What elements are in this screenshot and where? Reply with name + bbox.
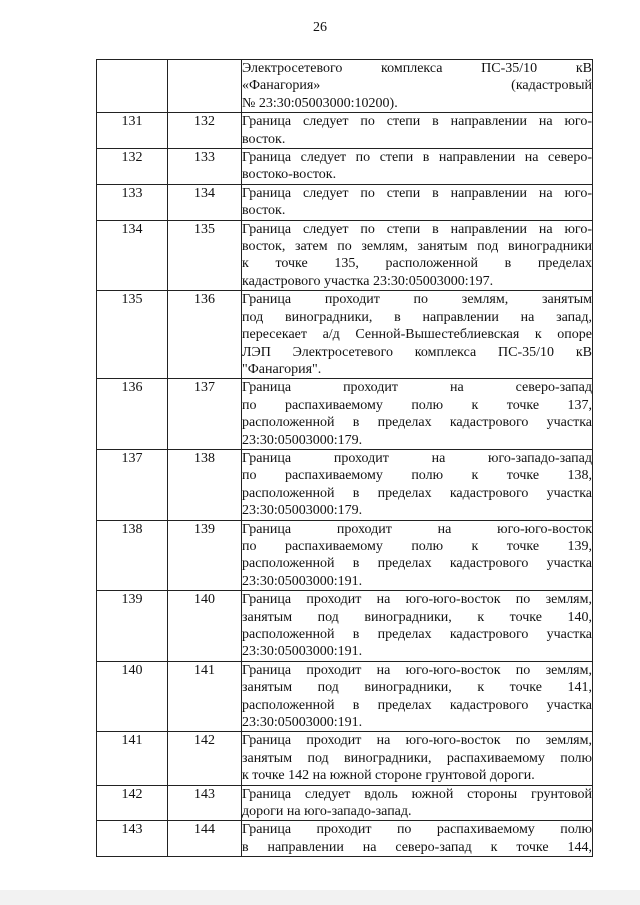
- point-to-cell: 136: [168, 291, 242, 379]
- point-to-cell: [168, 60, 242, 113]
- description-line: ЛЭП Электросетевого комплекса ПС-35/10 кВ: [242, 344, 592, 360]
- point-to-cell: 135: [168, 220, 242, 291]
- boundary-description-cell: [242, 821, 593, 857]
- description-line: «Фанагория» (кадастровый: [242, 78, 592, 94]
- table-row: [97, 379, 593, 450]
- point-to-cell: 133: [168, 149, 242, 185]
- boundary-description-cell: [242, 113, 593, 149]
- description-line: расположенной в пределах кадастрового участка: [242, 697, 592, 713]
- description-line: Граница следует вдоль южной стороны грунтовой: [242, 786, 592, 802]
- description-line: Граница проходит по землям, занятым: [242, 292, 592, 308]
- boundary-description-cell: [242, 785, 593, 821]
- description-line: дороги на юго-западо-запад.: [242, 804, 412, 820]
- description-line: расположенной в пределах кадастрового участка: [242, 415, 592, 431]
- point-to-cell: 137: [168, 379, 242, 450]
- description-line: 23:30:05003000:191.: [242, 573, 363, 589]
- point-from-cell: [97, 60, 168, 113]
- description-line: Граница проходит на юго-западо-запад: [242, 450, 592, 466]
- boundary-description-cell: [242, 149, 593, 185]
- point-to-cell: 134: [168, 184, 242, 220]
- point-from-cell: 132: [97, 149, 168, 185]
- boundary-description-cell: [242, 520, 593, 591]
- table-row: [97, 520, 593, 591]
- description-line: 23:30:05003000:191.: [242, 715, 363, 731]
- description-line: по распахиваемому полю к точке 138,: [242, 468, 592, 484]
- description-line: к точке 135, расположенной в пределах: [242, 256, 592, 272]
- table-row: [97, 591, 593, 662]
- table-body: [97, 60, 593, 857]
- description-line: расположенной в пределах кадастрового участка: [242, 485, 592, 501]
- description-line: расположенной в пределах кадастрового участка: [242, 627, 592, 642]
- point-to-cell: 141: [168, 661, 242, 732]
- description-line: 23:30:05003000:179.: [242, 432, 363, 448]
- description-line: занятым под виноградники, к точке 141,: [242, 680, 592, 696]
- point-from-cell: 143: [97, 821, 168, 857]
- description-line: восток.: [242, 131, 286, 147]
- description-line: Граница проходит на юго-юго-восток по землям,: [242, 662, 592, 678]
- boundary-description-cell: [242, 661, 593, 732]
- scan-bottom-edge: [0, 890, 640, 905]
- boundary-description-cell: [242, 379, 593, 450]
- description-line: к точке 142 на южной стороне грунтовой дороги.: [242, 768, 535, 784]
- boundary-description-cell: [242, 291, 593, 379]
- description-line: пересекает а/д Сенной-Вышестеблиевская к опоре: [242, 327, 592, 343]
- description-line: Граница проходит на юго-юго-восток по землям,: [242, 733, 592, 749]
- point-to-cell: 140: [168, 591, 242, 662]
- point-from-cell: 137: [97, 449, 168, 520]
- point-to-cell: 132: [168, 113, 242, 149]
- point-from-cell: 141: [97, 732, 168, 785]
- description-line: кадастрового участка 23:30:05003000:197.: [242, 273, 494, 289]
- point-to-cell: 138: [168, 449, 242, 520]
- table-row: [97, 60, 593, 113]
- description-line: Граница следует по степи в направлении на юго-: [242, 185, 592, 201]
- table-row: [97, 184, 593, 220]
- point-from-cell: 131: [97, 113, 168, 149]
- point-from-cell: 140: [97, 661, 168, 732]
- description-line: Граница следует по степи в направлении на северо-: [242, 150, 592, 166]
- description-line: 23:30:05003000:191.: [242, 644, 363, 660]
- description-line: расположенной в пределах кадастрового участка: [242, 556, 592, 572]
- table-row: [97, 149, 593, 185]
- point-from-cell: 138: [97, 520, 168, 591]
- description-line: Электросетевого комплекса ПС-35/10 кВ: [242, 61, 592, 76]
- description-line: по распахиваемому полю к точке 139,: [242, 538, 592, 554]
- description-line: Граница проходит на юго-юго-восток: [242, 521, 592, 537]
- description-line: востоко-восток.: [242, 167, 337, 183]
- point-to-cell: 144: [168, 821, 242, 857]
- description-line: Граница проходит на северо-запад: [242, 380, 592, 396]
- page-number: 26: [313, 20, 327, 35]
- point-from-cell: 142: [97, 785, 168, 821]
- boundary-table: [96, 59, 593, 857]
- description-line: восток, затем по землям, занятым под виноградники: [242, 239, 592, 255]
- description-line: под виноградники, в направлении на запад,: [242, 309, 592, 325]
- description-line: Граница проходит по распахиваемому полю: [242, 822, 592, 838]
- point-from-cell: 134: [97, 220, 168, 291]
- table-row: [97, 449, 593, 520]
- point-from-cell: 133: [97, 184, 168, 220]
- boundary-description-cell: [242, 220, 593, 291]
- boundary-description-cell: [242, 732, 593, 785]
- description-line: восток.: [242, 203, 286, 219]
- boundary-description-cell: [242, 60, 593, 113]
- boundary-description-cell: [242, 449, 593, 520]
- point-from-cell: 139: [97, 591, 168, 662]
- point-to-cell: 142: [168, 732, 242, 785]
- point-from-cell: 136: [97, 379, 168, 450]
- table-row: [97, 291, 593, 379]
- description-line: "Фанагория".: [242, 361, 322, 377]
- point-to-cell: 143: [168, 785, 242, 821]
- table-row: [97, 661, 593, 732]
- description-line: 23:30:05003000:179.: [242, 503, 363, 519]
- description-line: по распахиваемому полю к точке 137,: [242, 397, 592, 413]
- table-row: [97, 821, 593, 857]
- boundary-description-cell: [242, 591, 593, 662]
- description-line: Граница проходит на юго-юго-восток по землям,: [242, 592, 592, 608]
- table-row: [97, 113, 593, 149]
- description-line: Граница следует по степи в направлении на юго-: [242, 114, 592, 130]
- point-from-cell: 135: [97, 291, 168, 379]
- description-line: занятым под виноградники, распахиваемому полю: [242, 750, 592, 766]
- table-row: [97, 732, 593, 785]
- table-row: [97, 220, 593, 291]
- boundary-description-cell: [242, 184, 593, 220]
- table-row: [97, 785, 593, 821]
- description-line: Граница следует по степи в направлении на юго-: [242, 221, 592, 237]
- description-line: № 23:30:05003000:10200).: [242, 95, 398, 111]
- description-line: занятым под виноградники, к точке 140,: [242, 609, 592, 625]
- point-to-cell: 139: [168, 520, 242, 591]
- description-line: в направлении на северо-запад к точке 144,: [242, 839, 592, 855]
